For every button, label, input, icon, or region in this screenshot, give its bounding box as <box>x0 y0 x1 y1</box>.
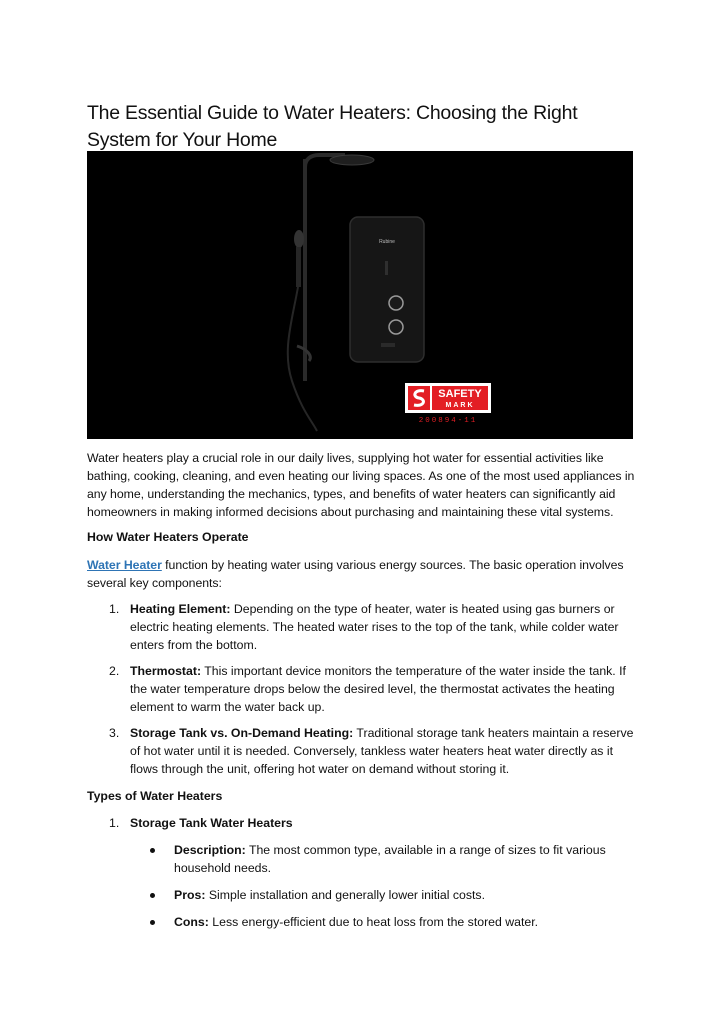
list-number: 1. <box>109 602 120 616</box>
list-item-body: This important device monitors the temperature of the water inside the tank. If the water temperature drops below the desired level, the thermostat activates the heating element to warm the water back up. <box>130 664 626 714</box>
list-number: 1. <box>109 816 120 830</box>
list-item-label: Storage Tank vs. On-Demand Heating: <box>130 726 354 740</box>
list-item-text <box>130 600 635 654</box>
badge-number: 200894-11 <box>418 417 478 425</box>
bullet-text <box>174 886 614 904</box>
bullet-label: Description: <box>174 843 246 857</box>
list-item-label: Storage Tank Water Heaters <box>130 816 293 830</box>
hand-shower-handle <box>296 247 301 287</box>
heater-label-plate <box>381 343 395 347</box>
bullet-label: Cons: <box>174 915 209 929</box>
water-heater-illustration <box>87 151 633 439</box>
list-item-label: Thermostat: <box>130 664 202 678</box>
list-number: 2. <box>109 664 120 678</box>
section-heading-operation: How Water Heaters Operate <box>87 530 249 544</box>
shower-hose <box>288 287 317 431</box>
bullet-icon <box>150 893 155 898</box>
list-number: 3. <box>109 726 120 740</box>
bullet-text <box>174 913 614 931</box>
list-item-text <box>130 662 635 716</box>
list-item-text <box>130 814 635 832</box>
bullet-body: The most common type, available in a range of sizes to fit various household needs. <box>174 843 606 875</box>
hero-image <box>87 151 633 439</box>
bullet-icon <box>150 848 155 853</box>
heater-brand: Rubine <box>379 239 395 245</box>
operation-intro-text: function by heating water using various energy sources. The basic operation involves several key components: <box>87 558 624 590</box>
shower-head <box>330 155 374 165</box>
badge-line2: MARK <box>445 402 475 409</box>
temperature-knob-icon <box>389 320 403 334</box>
bullet-label: Pros: <box>174 888 206 902</box>
list-item-text <box>130 724 635 778</box>
badge-line1: SAFETY <box>438 388 482 400</box>
operation-intro <box>87 556 635 592</box>
list-item-body: Depending on the type of heater, water is heated using gas burners or electric heating elements. The heated water rises to the top of the tank, while colder water enters from the bottom. <box>130 602 619 652</box>
bullet-body: Less energy-efficient due to heat loss from the stored water. <box>208 915 539 929</box>
list-item-label: Heating Element: <box>130 602 231 616</box>
bullet-body: Simple installation and generally lower initial costs. <box>205 888 485 902</box>
list-item-body: Traditional storage tank heaters maintain a reserve of hot water until it is needed. Conversely, tankless water heaters heat water directly as it flows through the unit, offering hot water on demand without storing it. <box>130 726 634 776</box>
bullet-icon <box>150 920 155 925</box>
indicator-strip <box>385 261 388 275</box>
bullet-text <box>174 841 614 877</box>
page-title: The Essential Guide to Water Heaters: Choosing the Right System for Your Home <box>87 102 578 151</box>
hand-shower-head <box>294 230 304 248</box>
safety-mark-badge <box>405 383 491 425</box>
section-heading-types: Types of Water Heaters <box>87 789 223 803</box>
intro-paragraph: Water heaters play a crucial role in our daily lives, supplying hot water for essential activities like bathing, cooking, cleaning, and even heating our living spaces. As one of the most used appliances in any home, understanding the mechanics, types, and benefits of water heaters can significantly aid homeowners in making informed decisions about purchasing and maintaining these vital systems. <box>87 451 635 519</box>
power-knob-icon <box>389 296 403 310</box>
water-heater-link[interactable]: Water Heater <box>87 558 162 572</box>
